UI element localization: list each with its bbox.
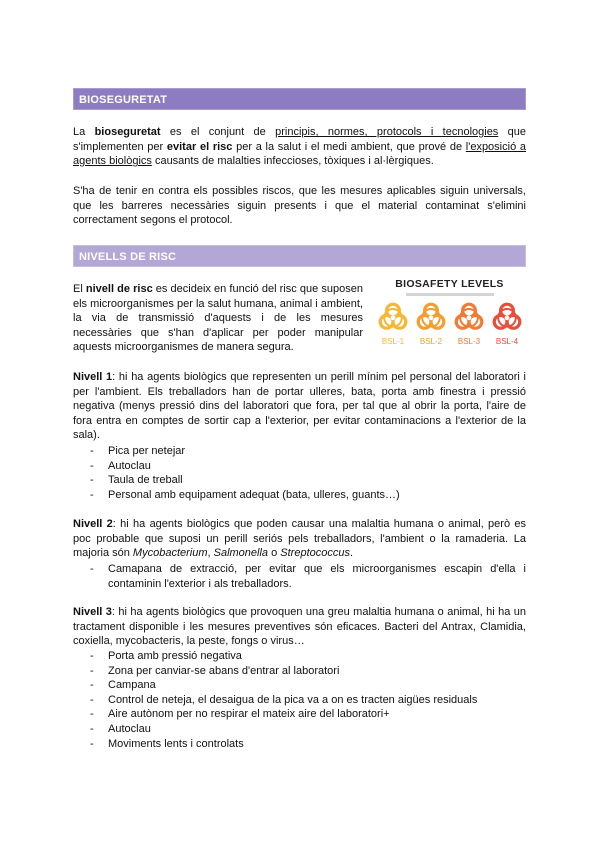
bsl-level-3	[451, 301, 487, 346]
nivell-3-list	[73, 649, 526, 751]
bsl-label: BSL-2	[419, 337, 443, 346]
bioseguretat-definition: La bioseguretat es el conjunt de principis, normes, protocols i tecnologies que s'implementen per evitar el risc per a la salut i el medi ambient, que prové de l'exposició a agents biològics causants de malalties infeccioses, tòxiques i al·lèrgiques.	[73, 126, 527, 168]
section-heading-nivells-de-risc: NIVELLS DE RISC	[73, 245, 526, 267]
bsl-label: BSL-3	[457, 337, 481, 346]
figure-title: BIOSAFETY LEVELS	[395, 278, 504, 290]
bsl-label: BSL-1	[381, 337, 405, 346]
list-item: - Camapana de extracció, per evitar que els microorganismes escapin d'ella i contaminin l'exterior i als treballadors.	[73, 562, 526, 591]
nivell-2-list	[73, 562, 526, 591]
biohazard-icon	[453, 301, 485, 333]
nivell-2-description: Nivell 2: hi ha agents biològics que poden causar una malaltia humana o animal, però es poc probable que suposi un perill seriós pels treballadors, l'ambient o la ramaderia. La majoria són Mycobacterium, Salmonella o Streptococcus.	[73, 518, 526, 560]
section-heading-bioseguretat: BIOSEGURETAT	[73, 88, 526, 110]
list-item: - Personal amb equipament adequat (bata, ulleres, guants…)	[73, 488, 526, 503]
list-item: - Autoclau	[73, 459, 526, 474]
list-item: - Aire autònom per no respirar el mateix aire del laboratori+	[73, 707, 526, 722]
list-item: - Porta amb pressió negativa	[73, 649, 526, 664]
list-item: - Taula de treball	[73, 473, 526, 488]
nivell-1-description: Nivell 1: hi ha agents biològics que representen un perill mínim pel personal del laboratori i per l'ambient. Els treballadors han de portar ulleres, bata, porta amb finestra i pressió negativa (menys pressió dins del laboratori que fora, per tal que al obrir la porta, l'aire de fora entra en comptes de sortir cap a l'exterior, per evitar contaminacions a l'exterior de la sala).	[73, 371, 526, 442]
bioseguretat-paragraph-2: S'ha de tenir en contra els possibles riscos, que les mesures aplicables siguin universals, que les barreres necessàries siguin presents i que el material contaminat s'elimini correctament segons el protocol.	[73, 185, 526, 227]
biosafety-levels-figure	[372, 275, 527, 360]
list-item: - Pica per netejar	[73, 444, 526, 459]
bsl-level-4	[489, 301, 525, 346]
nivell-1-list	[73, 444, 526, 502]
list-item: - Autoclau	[73, 722, 526, 737]
figure-subtitle-line	[406, 293, 494, 296]
list-item: - Campana	[73, 678, 526, 693]
nivell-3-description: Nivell 3: hi ha agents biològics que provoquen una greu malaltia humana o animal, hi ha un tractament disponible i les mesures preventives són eficaces. Bacteri del Antrax, Clamidia, coxiella, mycobacteris, la peste, fongs o virus…	[73, 606, 527, 648]
bsl-level-1	[375, 301, 411, 346]
bsl-label: BSL-4	[495, 337, 519, 346]
biohazard-icon	[491, 301, 523, 333]
nivell-de-risc-intro: El nivell de risc es decideix en funció del risc que suposen els microorganismes per la salut humana, animal i ambient, la via de transmissió d'aquests i de les mesures necessàries que s'han d'aplicar per poder manipular aquests microorganismes de manera segura.	[73, 283, 363, 354]
bsl-level-2	[413, 301, 449, 346]
biohazard-icon	[377, 301, 409, 333]
list-item: - Control de neteja, el desaigua de la pica va a on es tracten aigües residuals	[73, 693, 526, 708]
biohazard-icon	[415, 301, 447, 333]
list-item: - Moviments lents i controlats	[73, 737, 526, 752]
list-item: - Zona per canviar-se abans d'entrar al laboratori	[73, 664, 526, 679]
